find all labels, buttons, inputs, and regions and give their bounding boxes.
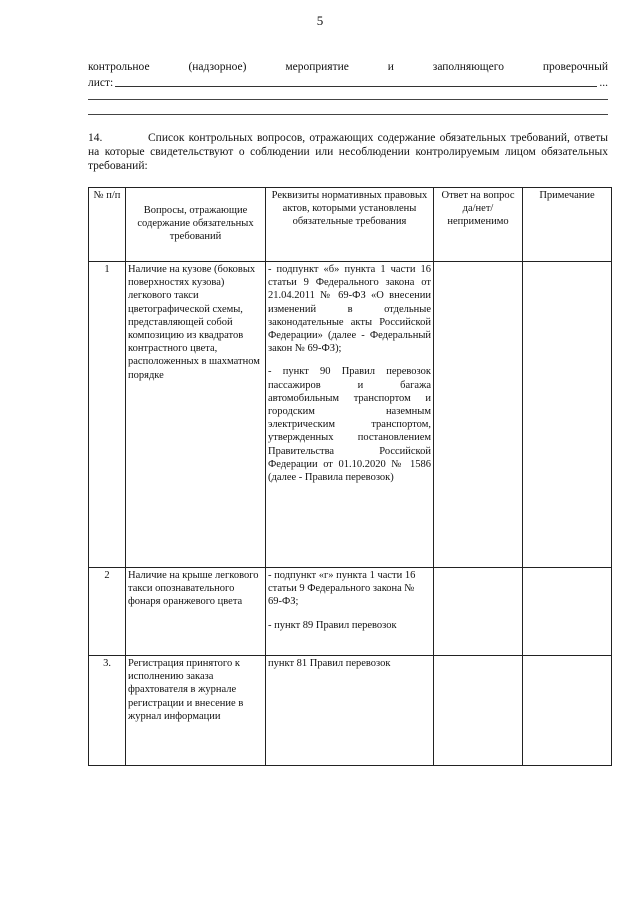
requisite-item: - пункт 90 Правил перевозок пассажиров и багажа автомобильным транспортом и городским наземным электрическим транспортом, утвержденных постановлением Правительства Российской Федерации от 01.10.2020 № 1586 (далее - Правила перевозок)	[268, 366, 431, 484]
requisite-item: пункт 81 Правил перевозок	[268, 658, 391, 669]
row-question: Регистрация принятого к исполнению заказа фрахтователя в журнале регистрации и внесение в журнал информации	[126, 656, 266, 766]
header-answer: Ответ на вопрос да/нет/ неприменимо	[434, 188, 523, 262]
intro-word: мероприятие	[285, 61, 349, 73]
intro-line-2	[88, 76, 608, 89]
section-number: 14.	[88, 132, 103, 144]
intro-word: (надзорное)	[188, 61, 247, 73]
requisite-item: - пункт 89 Правил перевозок	[268, 619, 397, 631]
requisite-item: - подпункт «б» пункта 1 части 16 статьи 9 Федерального закона от 21.04.2011 № 69-ФЗ «О внесении изменений в отдельные законодательные акты Российской Федерации» (далее - Федеральный закон № 69-ФЗ);	[268, 264, 431, 355]
table-row	[89, 262, 612, 568]
table-header-row	[89, 188, 612, 262]
row-note[interactable]	[523, 656, 612, 766]
blank-line	[88, 99, 608, 100]
row-number: 3.	[89, 656, 126, 766]
table-row	[89, 568, 612, 656]
row-note[interactable]	[523, 262, 612, 568]
row-requisites	[266, 568, 434, 656]
intro-word: проверочный	[542, 61, 608, 73]
section-paragraph	[88, 131, 608, 173]
table-row	[89, 656, 612, 766]
row-answer[interactable]	[434, 262, 523, 568]
section-text: Список контрольных вопросов, отражающих содержание обязательных требований, ответы на которые свидетельствуют о соблюдении или несоблюдении контролируемым лицом обязательных требований:	[88, 132, 608, 172]
row-number: 2	[89, 568, 126, 656]
row-question: Наличие на кузове (боковых поверхностях кузова) легкового такси цветографической схемы, представляющей собой композицию из квадратов контрастного цвета, расположенных в шахматном порядке	[126, 262, 266, 568]
row-note[interactable]	[523, 568, 612, 656]
requisite-item: - подпункт «г» пункта 1 части 16 статьи 9 Федерального закона № 69-ФЗ;	[268, 570, 416, 608]
header-note: Примечание	[523, 188, 612, 262]
header-requisites: Реквизиты нормативных правовых актов, которыми установлены обязательные требования	[266, 188, 434, 262]
fill-line	[115, 76, 597, 87]
row-requisites	[266, 656, 434, 766]
row-answer[interactable]	[434, 656, 523, 766]
header-num: № п/п	[89, 188, 126, 262]
checklist-table	[88, 187, 612, 766]
intro-word: заполняющего	[432, 61, 504, 73]
intro-word: контрольное	[88, 61, 150, 73]
page-number: 5	[316, 13, 324, 28]
intro-line2-start: лист:	[88, 77, 114, 89]
intro-line2-end: ...	[599, 77, 608, 89]
header-questions: Вопросы, отражающие содержание обязательных требований	[126, 188, 266, 262]
blank-line	[88, 114, 608, 115]
row-number: 1	[89, 262, 126, 568]
intro-word: и	[387, 61, 394, 73]
row-answer[interactable]	[434, 568, 523, 656]
row-question: Наличие на крыше легкового такси опознавательного фонаря оранжевого цвета	[126, 568, 266, 656]
intro-line-1	[88, 61, 608, 73]
row-requisites	[266, 262, 434, 568]
